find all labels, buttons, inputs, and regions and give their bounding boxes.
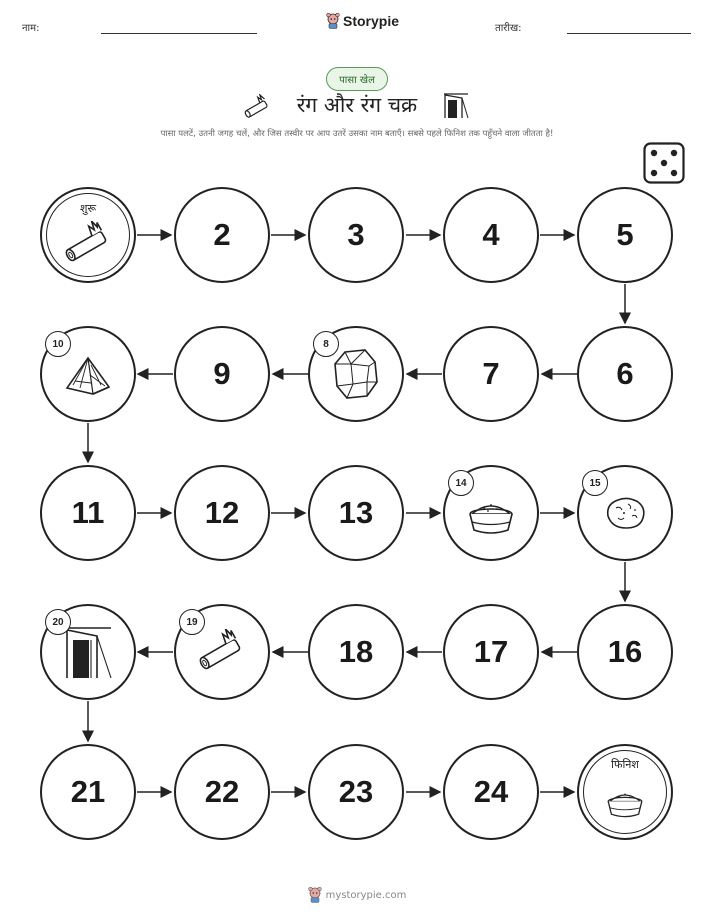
board-cell[interactable] (308, 604, 404, 700)
name-label: नाम: (22, 23, 40, 34)
board-cell[interactable] (308, 187, 404, 283)
board-cell[interactable] (577, 187, 673, 283)
mascot-icon (308, 887, 322, 903)
cell-number-tag: 19 (179, 609, 205, 635)
cell-number: 5 (616, 217, 634, 252)
board-cell[interactable] (443, 604, 539, 700)
start-label: शुरू (79, 202, 97, 215)
cell-number-tag: 14 (448, 470, 474, 496)
cell-number: 13 (338, 495, 374, 530)
cell-number: 6 (616, 356, 634, 391)
game-badge: पासा खेल (326, 67, 388, 91)
cell-number: 23 (338, 774, 374, 809)
cell-number: 12 (204, 495, 240, 530)
cell-number: 16 (607, 634, 643, 669)
footer-site[interactable]: mystorypie.com (325, 889, 407, 901)
cell-number: 11 (71, 495, 105, 530)
cell-number-tag: 15 (582, 470, 608, 496)
board-cell[interactable] (308, 465, 404, 561)
burning-log-icon (194, 629, 250, 675)
rock-icon (602, 494, 648, 532)
cell-number: 17 (473, 634, 509, 669)
date-label: तारीख: (495, 23, 522, 34)
brand-name: Storypie (343, 13, 400, 29)
board-cell-finish[interactable] (577, 744, 673, 840)
page-title: रंग और रंग चक्र (296, 93, 418, 117)
cell-number: 4 (482, 217, 500, 252)
pyramid-prism-icon (63, 355, 113, 397)
cell-number-tag: 20 (45, 609, 71, 635)
board-cell[interactable] (443, 187, 539, 283)
board-cell[interactable] (577, 326, 673, 422)
board-cell[interactable] (443, 326, 539, 422)
footer (0, 887, 714, 903)
cell-number: 3 (347, 217, 365, 252)
board-cell[interactable] (40, 465, 136, 561)
board-cell[interactable] (577, 604, 673, 700)
crystal-stone-icon (333, 348, 379, 400)
board-cell[interactable] (443, 744, 539, 840)
board-cell-start[interactable] (40, 187, 136, 283)
board-cell[interactable] (174, 465, 270, 561)
cell-number: 22 (204, 774, 240, 809)
finish-label: फिनिश (611, 758, 639, 771)
cell-number: 21 (70, 774, 106, 809)
cell-number: 18 (338, 634, 374, 669)
powder-bowl-icon (466, 496, 516, 536)
board-cell[interactable] (174, 187, 270, 283)
cell-number: 9 (213, 356, 231, 391)
cell-number: 2 (213, 217, 231, 252)
cell-number: 24 (473, 774, 509, 809)
powder-bowl-icon (605, 786, 645, 820)
cell-number: 7 (482, 356, 500, 391)
dark-doorway-icon (61, 624, 115, 680)
board-cell[interactable] (174, 326, 270, 422)
cell-number-tag: 10 (45, 331, 71, 357)
board-cell[interactable] (308, 744, 404, 840)
cell-number-tag: 8 (313, 331, 339, 357)
board-cell[interactable] (40, 744, 136, 840)
instructions: पासा पलटें, उतनी जगह चलें, और जिस तस्वीर पर आप उतरें उसका नाम बताएँ। सबसे पहले फिनिश तक पहुँचने वाला जीतता है! (160, 129, 554, 139)
burning-log-icon (60, 221, 116, 267)
board-cell[interactable] (174, 744, 270, 840)
